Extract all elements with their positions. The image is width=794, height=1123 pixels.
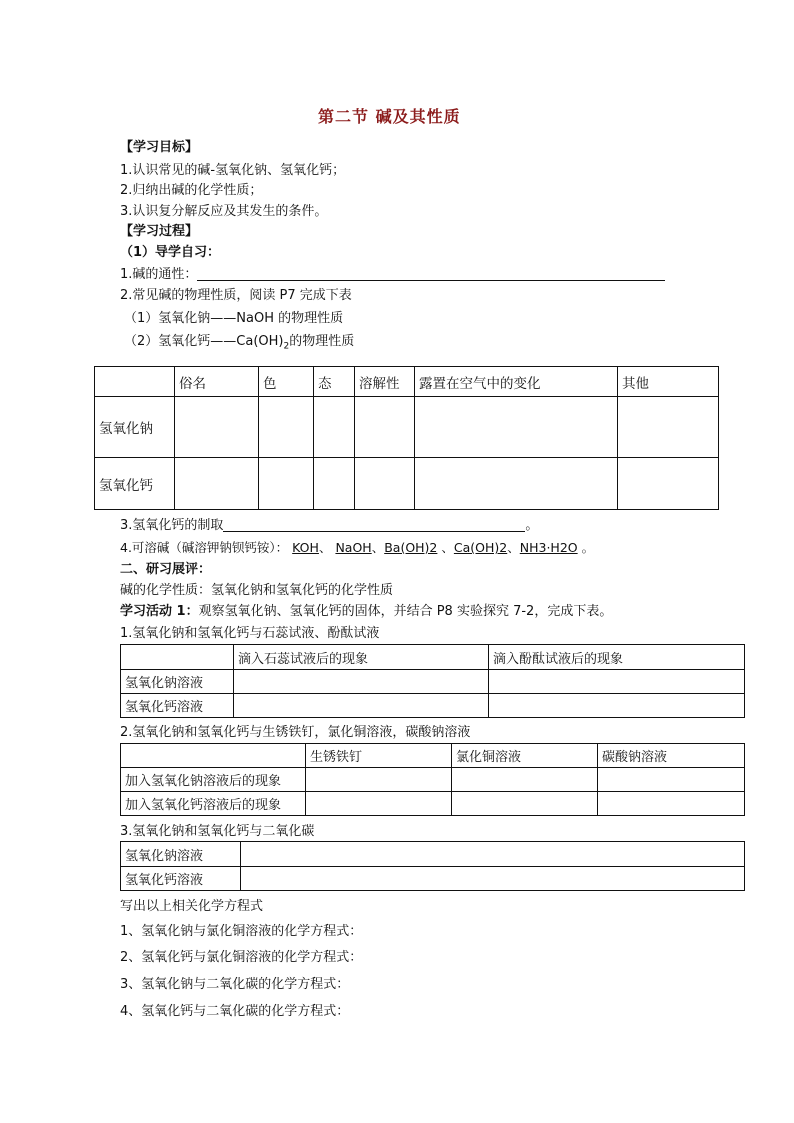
answer-cell[interactable] — [175, 397, 259, 458]
experiment-3-title: 3.氢氧化钠和氢氧化钙与二氧化碳 — [120, 824, 315, 839]
co2-table — [120, 841, 745, 891]
indicator-table — [120, 644, 745, 718]
goals-heading: 【学习目标】 — [120, 140, 199, 155]
header-cell-blank — [121, 744, 306, 768]
soluble-base-3: Ba(OH)2 — [384, 540, 438, 555]
experiment-1-title: 1.氢氧化钠和氢氧化钙与石蕊试液、酚酞试液 — [120, 626, 380, 641]
soluble-base-4: Ca(OH)2 — [453, 540, 508, 555]
answer-cell[interactable] — [234, 694, 489, 718]
header-cell-litmus: 滴入石蕊试液后的现象 — [234, 645, 489, 670]
soluble-base-5: NH3·H2O — [519, 540, 578, 555]
table-row — [121, 670, 745, 694]
question-2b-sub: 2 — [283, 341, 290, 352]
answer-cell[interactable] — [175, 458, 259, 510]
header-cell-copper-chloride: 氯化铜溶液 — [452, 744, 598, 768]
table-row — [95, 458, 719, 510]
header-cell-air-exposure: 露置在空气中的变化 — [415, 367, 618, 397]
answer-cell[interactable] — [355, 458, 415, 510]
answer-blank-3[interactable] — [223, 518, 525, 532]
answer-cell[interactable] — [452, 768, 598, 792]
header-cell-sodium-carbonate: 碳酸钠溶液 — [598, 744, 745, 768]
activity-1-text: 观察氢氧化钠、氢氧化钙的固体，并结合 P8 实验探究 7-2，完成下表。 — [198, 604, 613, 619]
equation-prompt-4: 4、氢氧化钙与二氧化碳的化学方程式： — [120, 1004, 350, 1019]
header-cell-blank — [95, 367, 175, 397]
self-study-heading: （1）导学自习： — [120, 245, 221, 260]
section-2-line-1: 碱的化学性质：氢氧化钠和氢氧化钙的化学性质 — [120, 583, 394, 598]
table-header-row — [121, 645, 745, 670]
table-row — [121, 842, 745, 867]
answer-cell[interactable] — [306, 768, 452, 792]
answer-cell[interactable] — [598, 792, 745, 816]
row-label-caoh2-solution: 氢氧化钙溶液 — [121, 694, 234, 718]
answer-cell[interactable] — [314, 458, 355, 510]
separator: 、 — [318, 540, 332, 555]
goal-item-1: 1.认识常见的碱-氢氧化钠、氢氧化钙； — [120, 163, 346, 178]
goal-item-3: 3.认识复分解反应及其发生的条件。 — [120, 204, 328, 219]
page-title: 第二节 碱及其性质 — [318, 107, 461, 126]
answer-cell[interactable] — [489, 694, 745, 718]
answer-cell[interactable] — [259, 458, 314, 510]
header-cell-state: 态 — [314, 367, 355, 397]
question-2a: （1）氢氧化钠——NaOH 的物理性质 — [124, 311, 344, 326]
answer-cell[interactable] — [415, 397, 618, 458]
header-cell-common-name: 俗名 — [175, 367, 259, 397]
equations-heading: 写出以上相关化学方程式 — [120, 899, 264, 914]
header-cell-other: 其他 — [618, 367, 719, 397]
answer-cell[interactable] — [234, 670, 489, 694]
answer-cell[interactable] — [306, 792, 452, 816]
answer-cell[interactable] — [598, 768, 745, 792]
answer-cell[interactable] — [241, 842, 745, 867]
question-3 — [120, 518, 538, 532]
header-cell-rusty-nail: 生锈铁钉 — [306, 744, 452, 768]
table-row — [121, 768, 745, 792]
equation-prompt-1: 1、氢氧化钠与氯化铜溶液的化学方程式： — [120, 924, 363, 939]
activity-1-label: 学习活动 1： — [120, 604, 199, 619]
header-cell-blank — [121, 645, 234, 670]
question-2b — [124, 335, 354, 352]
answer-cell[interactable] — [618, 458, 719, 510]
header-cell-color: 色 — [259, 367, 314, 397]
goal-item-2: 2.归纳出碱的化学性质； — [120, 183, 263, 198]
row-label-naoh: 氢氧化钠 — [95, 397, 175, 458]
question-1 — [120, 267, 665, 281]
row-label-caoh2-solution: 氢氧化钙溶液 — [121, 867, 241, 891]
equation-prompt-3: 3、氢氧化钠与二氧化碳的化学方程式： — [120, 977, 350, 992]
question-3-label: 3.氢氧化钙的制取 — [120, 518, 224, 533]
question-2b-post: 的物理性质 — [289, 334, 355, 349]
answer-cell[interactable] — [618, 397, 719, 458]
row-label-naoh-solution: 氢氧化钠溶液 — [121, 842, 241, 867]
answer-cell[interactable] — [314, 397, 355, 458]
answer-cell[interactable] — [415, 458, 618, 510]
answer-cell[interactable] — [355, 397, 415, 458]
answer-cell[interactable] — [489, 670, 745, 694]
soluble-base-1: KOH — [292, 540, 319, 555]
activity-1 — [120, 605, 612, 618]
answer-cell[interactable] — [241, 867, 745, 891]
row-label-add-caoh2: 加入氢氧化钙溶液后的现象 — [121, 792, 306, 816]
row-label-caoh2: 氢氧化钙 — [95, 458, 175, 510]
table-header-row — [121, 744, 745, 768]
reaction-table — [120, 743, 745, 816]
question-4 — [120, 542, 594, 555]
separator: 、 — [371, 540, 385, 555]
question-2: 2.常见碱的物理性质，阅读 P7 完成下表 — [120, 288, 352, 303]
equation-prompt-2: 2、氢氧化钙与氯化铜溶液的化学方程式： — [120, 950, 363, 965]
answer-cell[interactable] — [259, 397, 314, 458]
soluble-base-2: NaOH — [335, 540, 372, 555]
question-3-end: 。 — [525, 518, 539, 533]
table-row — [121, 867, 745, 891]
header-cell-phenolphthalein: 滴入酚酞试液后的现象 — [489, 645, 745, 670]
question-2b-pre: （2）氢氧化钙——Ca(OH) — [124, 334, 284, 349]
table-header-row — [95, 367, 719, 397]
process-heading: 【学习过程】 — [120, 224, 199, 239]
table-row — [121, 792, 745, 816]
table-row — [95, 397, 719, 458]
question-1-label: 1.碱的通性： — [120, 267, 198, 282]
header-cell-solubility: 溶解性 — [355, 367, 415, 397]
section-2-heading: 二、研习展评： — [120, 562, 212, 577]
answer-blank-1[interactable] — [197, 267, 665, 281]
physical-properties-table — [94, 366, 719, 510]
experiment-2-title: 2.氢氧化钠和氢氧化钙与生锈铁钉，氯化铜溶液，碳酸钠溶液 — [120, 725, 471, 740]
answer-cell[interactable] — [452, 792, 598, 816]
row-label-add-naoh: 加入氢氧化钠溶液后的现象 — [121, 768, 306, 792]
question-4-label: 4.可溶碱（碱溶钾钠钡钙铵）： — [120, 540, 289, 555]
separator: 、 — [441, 540, 454, 555]
table-row — [121, 694, 745, 718]
question-4-end: 。 — [581, 540, 595, 555]
separator: 、 — [507, 540, 520, 555]
row-label-naoh-solution: 氢氧化钠溶液 — [121, 670, 234, 694]
